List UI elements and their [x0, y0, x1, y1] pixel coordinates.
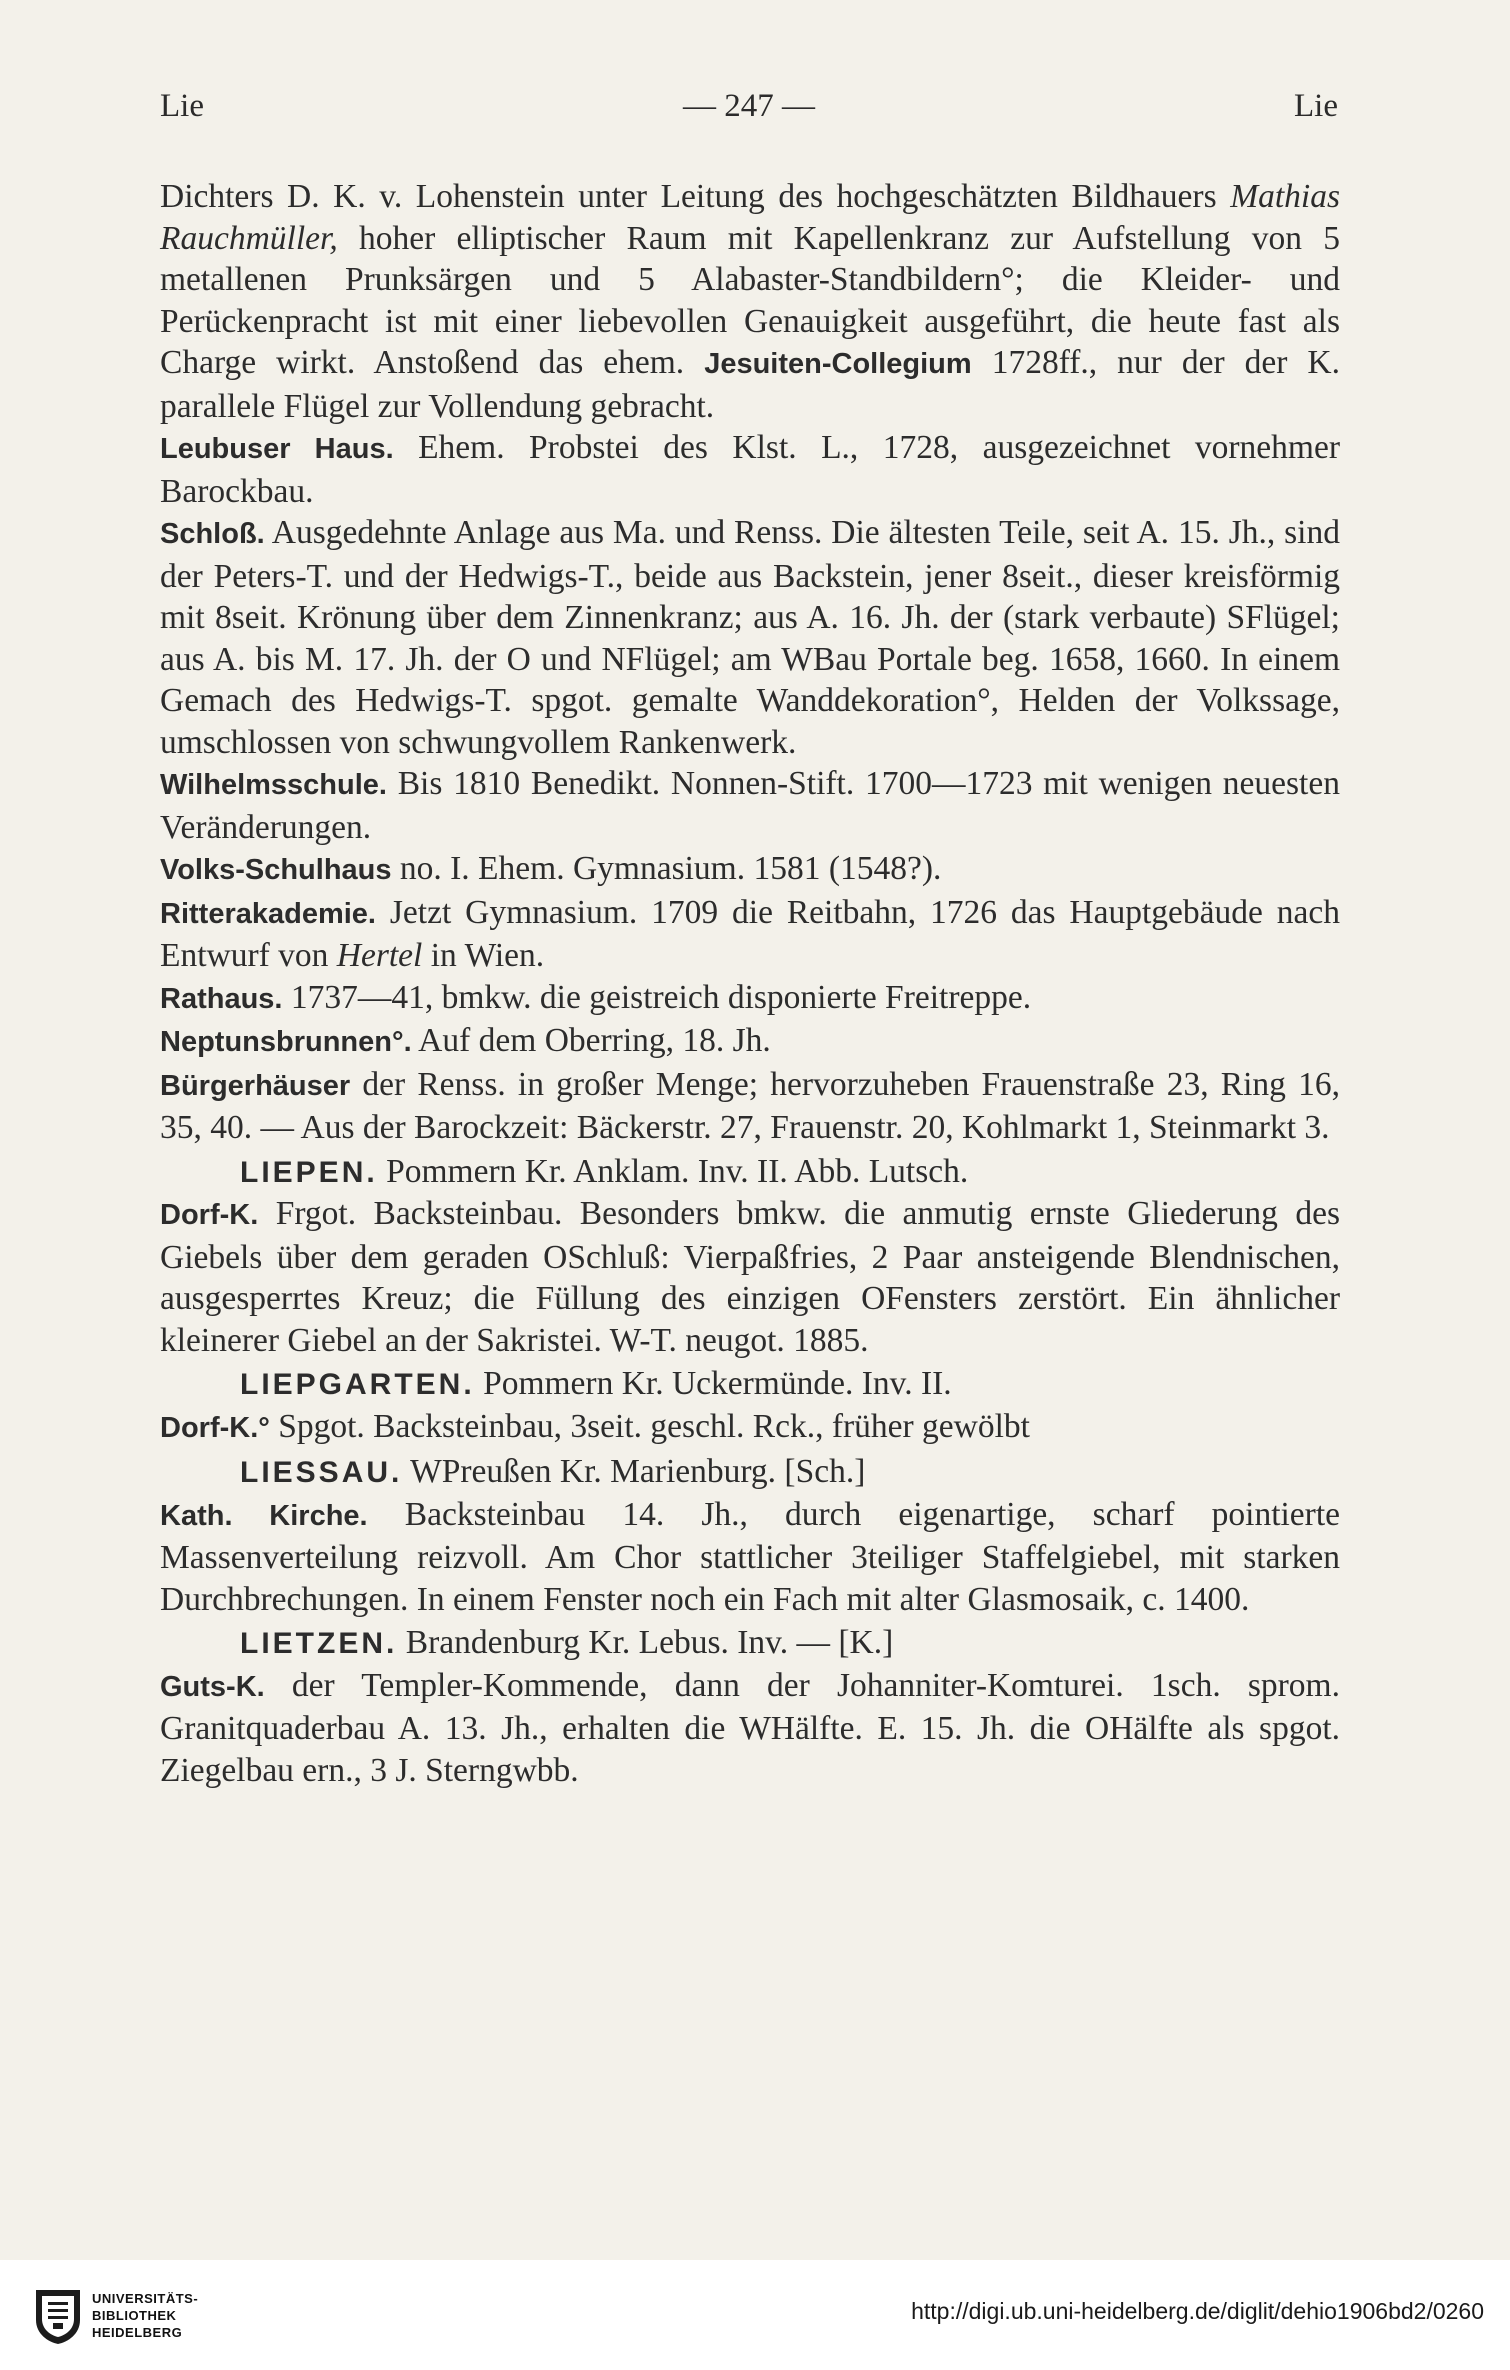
- page-number: — 247 —: [683, 88, 815, 124]
- place-heading-liepgarten: [160, 1363, 1340, 1406]
- place-info: Pommern Kr. Uckermünde. Inv. II.: [474, 1365, 952, 1402]
- library-name: [92, 2290, 198, 2341]
- running-header: [160, 88, 1338, 128]
- entry-text: Jetzt Gymnasium. 1709 die Reitbahn, 1726 das Hauptgebäude nach Entwurf von: [160, 893, 1340, 974]
- university-seal-icon: [32, 2286, 84, 2346]
- header-right: Lie: [1294, 88, 1338, 124]
- library-line: HEIDELBERG: [92, 2325, 183, 2340]
- town-name: LIEPEN.: [240, 1155, 378, 1189]
- paragraph-text: hoher elliptischer Raum mit Kapellenkranz zur Aufstellung von 5 metallenen Prunksärgen und 5 Alabaster-Standbildern°; die Kleider- und Perückenpracht ist mit einer liebevollen Genauigkeit ausgeführt, die heute fast als Charge wirkt. Anstoßend das ehem.: [160, 219, 1340, 381]
- entry-schloss: [160, 512, 1340, 763]
- artist-name: Mathias Rauchmüller,: [160, 178, 1340, 257]
- entry-lietzen-guts-k: [160, 1665, 1340, 1792]
- artist-name: Hertel: [336, 937, 423, 974]
- entry-heading: Dorf-K.°: [160, 1411, 270, 1444]
- place-info: WPreußen Kr. Marienburg. [Sch.]: [402, 1453, 866, 1490]
- entry-heading: Schloß.: [160, 518, 265, 550]
- entry-heading: Guts-K.: [160, 1670, 265, 1703]
- header-left: Lie: [160, 88, 204, 124]
- paragraph-text: Dichters D. K. v. Lohenstein unter Leitung des hochgeschätzten Bildhauers: [160, 178, 1231, 215]
- town-name: LIETZEN.: [240, 1627, 398, 1660]
- entry-text: 1737—41, bmkw. die geistreich disponierte Freitreppe.: [282, 978, 1032, 1016]
- entry-heading: Ritterakademie.: [160, 897, 376, 930]
- place-heading-liessau: [160, 1451, 1340, 1494]
- entry-wilhelmsschule: [160, 763, 1340, 848]
- entry-heading: Wilhelmsschule.: [160, 769, 387, 801]
- town-name: LIEPGARTEN.: [240, 1368, 475, 1401]
- entry-text: in Wien.: [422, 937, 545, 974]
- place-info: Brandenburg Kr. Lebus. Inv. — [K.]: [397, 1624, 894, 1661]
- entry-heading: Rathaus.: [160, 982, 283, 1015]
- entry-text: Ausgedehnte Anlage aus Ma. und Renss. Die ältesten Teile, seit A. 15. Jh., sind der Peters-T. und der Hedwigs-T., beide aus Backstein, jener 8seit., dieser kreisförmig mit 8seit. Krönung über dem Zinnenkranz; aus A. 16. Jh. der (stark verbaute) SFlügel; aus A. bis M. 17. Jh. der O und NFlügel; am WBau Portale beg. 1658, 1660. In einem Gemach des Hedwigs-T. spgot. gemalte Wanddekoration°, Helden der Volkssage, umschlossen von schwungvollem Rankenwerk.: [160, 514, 1340, 761]
- entry-volks-schulhaus: [160, 848, 1340, 892]
- entry-text: no. I. Ehem. Gymnasium. 1581 (1548?).: [391, 850, 942, 887]
- entry-neptunsbrunnen: [160, 1020, 1340, 1064]
- page-body: [160, 176, 1340, 1791]
- place-heading-liepen: [160, 1151, 1340, 1194]
- entry-text: Bis 1810 Benedikt. Nonnen-Stift. 1700—1723 mit wenigen neuesten Veränderungen.: [160, 765, 1340, 846]
- entry-leubuser-haus: [160, 427, 1340, 512]
- library-line: BIBLIOTHEK: [92, 2308, 177, 2323]
- entry-text: der Templer-Kommende, dann der Johanniter-Komturei. 1sch. sprom. Granitquaderbau A. 13. Jh., erhalten die WHälfte. E. 15. Jh. die OHälfte als spgot. Ziegelbau ern., 3 J. Sterngwbb.: [160, 1666, 1340, 1789]
- entry-text: Ehem. Probstei des Klst. L., 1728, ausgezeichnet vornehmer Barockbau.: [160, 429, 1340, 510]
- library-line: UNIVERSITÄTS-: [92, 2291, 199, 2306]
- entry-ritterakademie: [160, 892, 1340, 977]
- entry-text: Auf dem Oberring, 18. Jh.: [411, 1022, 771, 1059]
- entry-text: Backsteinbau 14. Jh., durch eigenartige, scharf pointierte Massenverteilung reizvoll. Am Chor stattlicher 3teiliger Staffelgiebel, mit starken Durchbrechungen. In einem Fenster noch ein Fach mit alter Glasmosaik, c. 1400.: [160, 1495, 1341, 1618]
- entry-heading: Leubuser Haus.: [160, 433, 394, 465]
- entry-heading: Volks-Schulhaus: [160, 854, 392, 886]
- entry-text: Spgot. Backsteinbau, 3seit. geschl. Rck., früher gewölbt: [269, 1407, 1030, 1445]
- entry-rathaus: [160, 977, 1340, 1021]
- entry-heading: Jesuiten-Collegium: [704, 348, 972, 380]
- entry-heading: Neptunsbrunnen°.: [160, 1026, 412, 1058]
- entry-heading: Bürgerhäuser: [160, 1069, 351, 1102]
- entry-liepgarten-dorf-k: [160, 1406, 1340, 1450]
- entry-text: Frgot. Backsteinbau. Besonders bmkw. die anmutig ernste Gliederung des Giebels über dem geraden OSchluß: Vierpaßfries, 2 Paar ansteigende Blendnischen, ausgesperrtes Kreuz; die Füllung des einzigen OFensters zerstört. Ein ähnlicher kleinerer Giebel an der Sakristei. W-T. neugot. 1885.: [160, 1195, 1340, 1359]
- entry-text: der Renss. in großer Menge; hervorzuheben Frauenstraße 23, Ring 16, 35, 40. — Aus der Barockzeit: Bäckerstr. 27, Frauenstr. 20, Kohlmarkt 1, Steinmarkt 3.: [160, 1065, 1340, 1146]
- source-url-link[interactable]: http://digi.ub.uni-heidelberg.de/diglit/dehio1906bd2/0260: [911, 2298, 1484, 2324]
- place-info: Pommern Kr. Anklam. Inv. II. Abb. Lutsch.: [377, 1152, 969, 1190]
- paragraph-continuation: [160, 176, 1340, 427]
- entry-buergerhaeuser: [160, 1064, 1340, 1149]
- entry-heading: Dorf-K.: [160, 1199, 259, 1231]
- paragraph-text: 1728ff., nur der der K. parallele Flügel zur Vollendung gebracht.: [160, 344, 1340, 425]
- town-name: LIESSAU.: [240, 1456, 403, 1489]
- entry-heading: Kath. Kirche.: [160, 1499, 368, 1532]
- digitization-footer: [0, 2260, 1510, 2370]
- entry-liepen-dorf-k: [160, 1193, 1340, 1361]
- entry-liessau-kath-kirche: [160, 1494, 1340, 1621]
- place-heading-lietzen: [160, 1622, 1340, 1665]
